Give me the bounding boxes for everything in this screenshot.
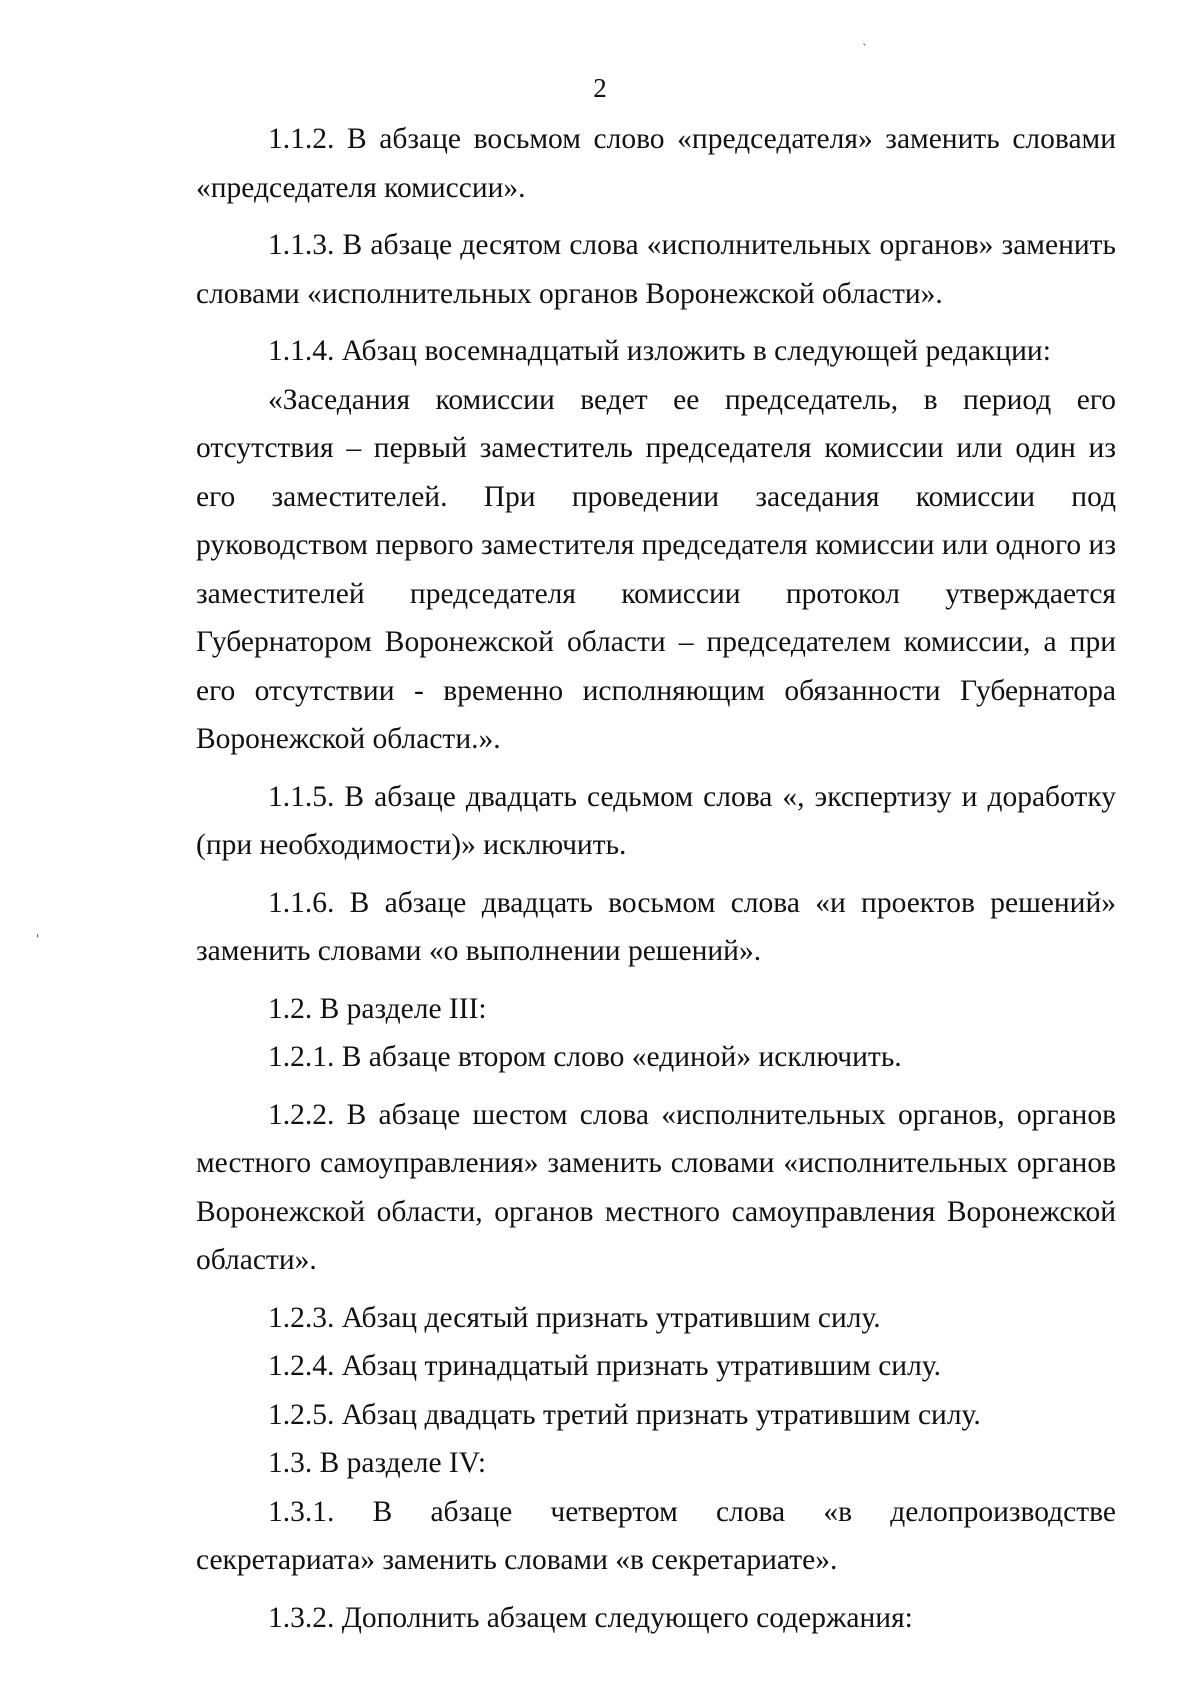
paragraph-quoted-text: «Заседания комиссии ведет ее председатель, в период его отсутствия – первый заместитель председателя комиссии или один из его заместителей. При проведении заседания комиссии под руководством первого заместителя председателя комиссии или одного из заместителей председателя комиссии протокол утверждается Губернатором Воронежской области – председателем комиссии, а при его отсутствии - временно исполняющим обязанности Губернатора Воронежской области.».: [196, 383, 1116, 755]
paragraph-1-3: 1.3. В разделе IV:: [268, 1447, 487, 1479]
paragraph-1-2: 1.2. В разделе III:: [268, 992, 487, 1025]
scan-artifact: `: [862, 42, 868, 56]
paragraph-1-1-2: 1.1.2. В абзаце восьмом слово «председателя» заменить словами «председателя комиссии».: [196, 123, 1116, 204]
paragraph-1-2-1: 1.2.1. В абзаце втором слово «единой» исключить.: [268, 1041, 902, 1073]
paragraph-1-1-3: 1.1.3. В абзаце десятом слова «исполнительных органов» заменить словами «исполнительных органов Воронежской области».: [196, 229, 1116, 310]
paragraph-1-1-4: 1.1.4. Абзац восемнадцатый изложить в следующей редакции:: [268, 335, 1051, 367]
paragraph-1-1-5: 1.1.5. В абзаце двадцать седьмом слова «, экспертизу и доработку (при необходимости)» исключить.: [196, 780, 1116, 861]
paragraph-1-1-6: 1.1.6. В абзаце двадцать восьмом слова «и проектов решений» заменить словами «о выполнении решений».: [196, 886, 1116, 967]
page-number: 2: [593, 73, 607, 103]
paragraph-1-3-1: 1.3.1. В абзаце четвертом слова «в делопроизводстве секретариата» заменить словами «в секретариате».: [196, 1495, 1116, 1576]
scan-artifact: ': [36, 932, 40, 946]
document-body: [196, 115, 1116, 1642]
paragraph-1-2-2: 1.2.2. В абзаце шестом слова «исполнительных органов, органов местного самоуправления» заменить словами «исполнительных органов Воронежской области, органов местного самоуправления Воронежской области».: [196, 1098, 1116, 1276]
paragraph-1-2-5: 1.2.5. Абзац двадцать третий признать утратившим силу.: [268, 1398, 981, 1431]
paragraph-1-2-4: 1.2.4. Абзац тринадцатый признать утратившим силу.: [268, 1350, 941, 1382]
paragraph-1-3-2: 1.3.2. Дополнить абзацем следующего содержания:: [268, 1601, 913, 1634]
paragraph-1-2-3: 1.2.3. Абзац десятый признать утратившим силу.: [268, 1301, 881, 1334]
